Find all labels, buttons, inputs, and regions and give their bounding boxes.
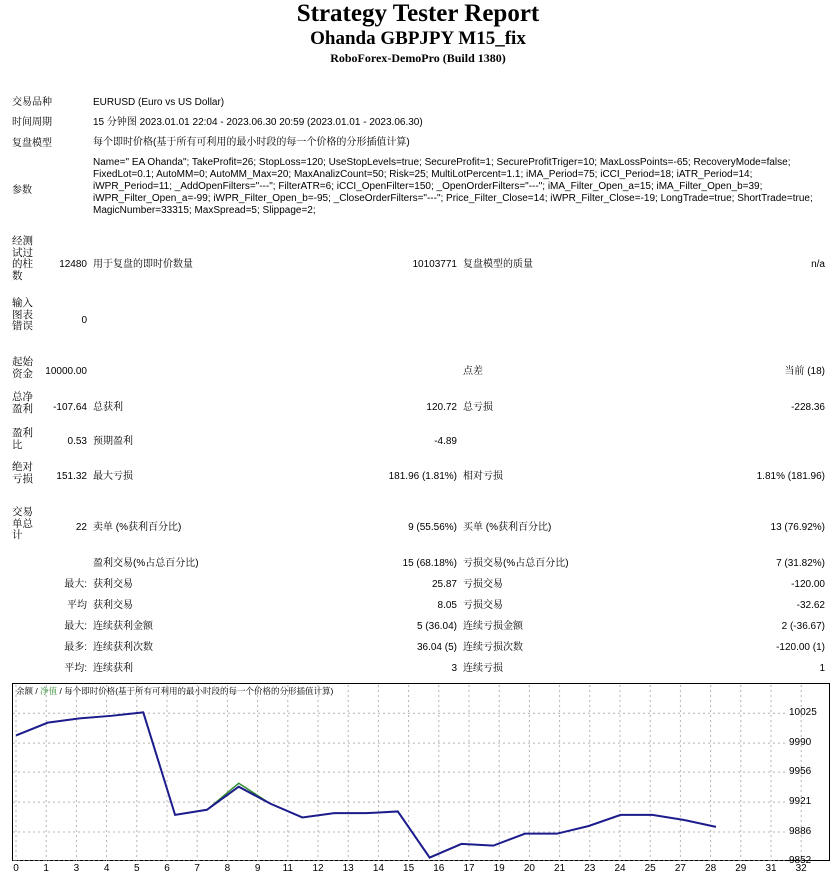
legend-sep-2: / — [57, 686, 65, 696]
avg-consec-losses-value: 1 — [819, 663, 825, 674]
model-label: 复盘模型 — [12, 138, 52, 149]
gross-profit-value: 120.72 — [426, 402, 457, 413]
largest-win-value: 25.87 — [431, 579, 457, 590]
gross-profit-label: 总获利 — [93, 402, 123, 413]
max-consec-wins-value: 5 (36.04) — [416, 621, 457, 632]
report-header — [0, 0, 836, 65]
bars-value: 12480 — [59, 259, 87, 270]
avg-win-value: 8.05 — [437, 600, 457, 611]
x-tick-label: 16 — [433, 863, 445, 874]
legend-model: 每个即时价格(基于所有可利用的最小时段的每一个价格的分形插值计算) — [64, 686, 334, 696]
period-label: 时间周期 — [12, 117, 52, 128]
ticks-label: 用于复盘的即时价数量 — [93, 259, 193, 270]
loss-value: 7 (31.82%) — [776, 558, 825, 569]
x-tick-label: 12 — [312, 863, 324, 874]
largest-win-label: 获利交易 — [93, 579, 133, 590]
loss-label: 亏损交易(%占总百分比) — [463, 558, 569, 569]
x-tick-label: 9 — [254, 863, 261, 874]
average-prefix: 平均 — [67, 600, 87, 611]
gross-loss-label: 总亏损 — [463, 402, 493, 413]
x-tick-label: 3 — [73, 863, 80, 874]
x-tick-label: 5 — [134, 863, 140, 874]
bars-label: 经测试过的柱数 — [12, 235, 33, 282]
errors-value: 0 — [81, 315, 87, 326]
legend-equity: 净值 — [40, 686, 58, 696]
trades-value: 22 — [75, 522, 87, 533]
pf-label: 盈利比 — [12, 427, 33, 451]
avg-consec-wins-value: 3 — [451, 663, 457, 674]
y-tick-label: 9921 — [789, 796, 812, 808]
x-tick-label: 4 — [103, 863, 110, 874]
x-tick-label: 1 — [43, 863, 49, 874]
x-tick-label: 19 — [493, 863, 505, 874]
chart-legend — [16, 686, 333, 696]
x-tick-label: 23 — [584, 863, 596, 874]
avg-prefix: 平均: — [64, 663, 87, 674]
max-dd-value: 181.96 (1.81%) — [388, 471, 457, 482]
model-value: 每个即时价格(基于所有可利用的最小时段的每一个价格的分形插值计算) — [93, 137, 410, 148]
x-tick-label: 0 — [13, 863, 19, 874]
errors-label: 输入图表错误 — [12, 297, 33, 332]
balance-chart-svg — [12, 683, 830, 861]
avg-consec-losses-label: 连续亏损 — [463, 663, 503, 674]
x-tick-label: 7 — [194, 863, 200, 874]
spread-value: 当前 (18) — [784, 366, 825, 377]
x-tick-label: 29 — [735, 863, 747, 874]
deposit-label: 起始资金 — [12, 356, 33, 380]
report-server: RoboForex-DemoPro (Build 1380) — [330, 51, 506, 65]
x-tick-label: 25 — [644, 863, 656, 874]
expected-label: 预期盈利 — [93, 436, 133, 447]
report-subtitle: Ohanda GBPJPY M15_fix — [310, 28, 526, 49]
y-tick-label: 10025 — [789, 707, 817, 719]
pf-value: 0.53 — [67, 436, 87, 447]
balance-chart — [12, 683, 830, 861]
largest-loss-value: -120.00 — [791, 579, 825, 590]
trades-label: 交易单总计 — [12, 506, 33, 541]
short-value: 9 (55.56%) — [408, 522, 457, 533]
x-tick-label: 6 — [164, 863, 170, 874]
x-tick-label: 14 — [372, 863, 384, 874]
x-tick-label: 31 — [765, 863, 777, 874]
x-tick-label: 32 — [795, 863, 807, 874]
rel-dd-label: 相对亏损 — [463, 471, 503, 482]
avg-win-label: 获利交易 — [93, 600, 133, 611]
quality-value: n/a — [811, 259, 825, 270]
win-label: 盈利交易(%占总百分比) — [93, 558, 199, 569]
long-label: 买单 (%获利百分比) — [463, 522, 552, 533]
net-label: 总净盈利 — [12, 391, 33, 415]
long-value: 13 (76.92%) — [770, 522, 825, 533]
spread-label: 点差 — [463, 366, 483, 377]
gross-loss-value: -228.36 — [791, 402, 825, 413]
max-consec-loss-label: 连续亏损次数 — [463, 642, 523, 653]
ticks-value: 10103771 — [412, 259, 457, 270]
max-dd-label: 最大亏损 — [93, 471, 133, 482]
largest-loss-label: 亏损交易 — [463, 579, 503, 590]
x-tick-label: 27 — [674, 863, 686, 874]
y-tick-label: 9852 — [789, 855, 812, 866]
period-value: 15 分钟图 2023.01.01 22:04 - 2023.06.30 20:59 (2023.01.01 - 2023.06.30) — [93, 117, 423, 128]
y-tick-label: 9886 — [789, 825, 812, 837]
max-consec-loss-value: -120.00 (1) — [776, 642, 825, 653]
x-tick-label: 15 — [403, 863, 415, 874]
abs-dd-label: 绝对亏损 — [12, 461, 33, 485]
max-consec-profit-value: 36.04 (5) — [416, 642, 457, 653]
avg-consec-wins-label: 连续获利 — [93, 663, 133, 674]
win-value: 15 (68.18%) — [402, 558, 457, 569]
params-label: 参数 — [12, 185, 32, 196]
x-tick-label: 11 — [282, 863, 293, 874]
symbol-value: EURUSD (Euro vs US Dollar) — [93, 97, 225, 108]
avg-loss-label: 亏损交易 — [463, 600, 503, 611]
net-value: -107.64 — [53, 402, 87, 413]
y-tick-label: 9956 — [789, 766, 812, 778]
most-prefix: 最多: — [64, 642, 87, 653]
chart-frame — [13, 684, 830, 861]
abs-dd-value: 151.32 — [56, 471, 87, 482]
quality-label: 复盘模型的质量 — [463, 259, 533, 270]
report-title: Strategy Tester Report — [296, 0, 540, 27]
x-tick-label: 13 — [342, 863, 354, 874]
max-consec-losses-value: 2 (-36.67) — [781, 621, 825, 632]
avg-loss-value: -32.62 — [796, 600, 825, 611]
x-tick-label: 24 — [614, 863, 626, 874]
expected-value: -4.89 — [434, 436, 457, 447]
max-consec-wins-label: 连续获利金额 — [93, 621, 153, 632]
symbol-label: 交易品种 — [12, 97, 52, 108]
params-value: Name=" EA Ohanda"; TakeProfit=26; StopLoss=120; UseStopLevels=true; SecureProfit=1; SecureProfitTriger=10; MaxLossPoints=-65; RecoveryMode=false; FixedLot=0.1; AutoMM=0; AutoMM_Max=20; MaxAnalizCount=50; Risk=25; MultiLotPercent=1.1; iMA_Period=75; iCCI_Period=18; iATR_Period=14; iWPR_Period=11; _AddOpenFilters="---"; FilterATR=6; iCCI_OpenFilter=150; _OpenOrderFilters="---"; iMA_Filter_Open_a=15; iMA_Filter_Open_b=39; iWPR_Filter_Open_a=-99; iWPR_Filter_Open_b=-95; _CloseOrderFilters="---"; Price_Filter_Close=14; iWPR_Filter_Close=-19; LongTrade=true; ShortTrade=true; MagicNumber=33315; MaxSpread=5; Slippage=2; — [93, 157, 813, 216]
x-tick-label: 8 — [224, 863, 231, 874]
max-consec-profit-label: 连续获利次数 — [93, 642, 153, 653]
x-tick-label: 20 — [523, 863, 535, 874]
y-tick-label: 9990 — [789, 737, 812, 749]
x-tick-label: 21 — [554, 863, 566, 874]
short-label: 卖单 (%获利百分比) — [93, 522, 182, 533]
max-prefix: 最大: — [64, 621, 87, 632]
rel-dd-value: 1.81% (181.96) — [756, 471, 825, 482]
legend-sep-1: / — [33, 686, 41, 696]
x-tick-label: 28 — [705, 863, 717, 874]
deposit-value: 10000.00 — [45, 366, 87, 377]
x-tick-label: 17 — [463, 863, 475, 874]
legend-balance: 余额 — [16, 686, 34, 696]
max-consec-losses-label: 连续亏损金额 — [463, 621, 523, 632]
largest-prefix: 最大: — [64, 579, 87, 590]
